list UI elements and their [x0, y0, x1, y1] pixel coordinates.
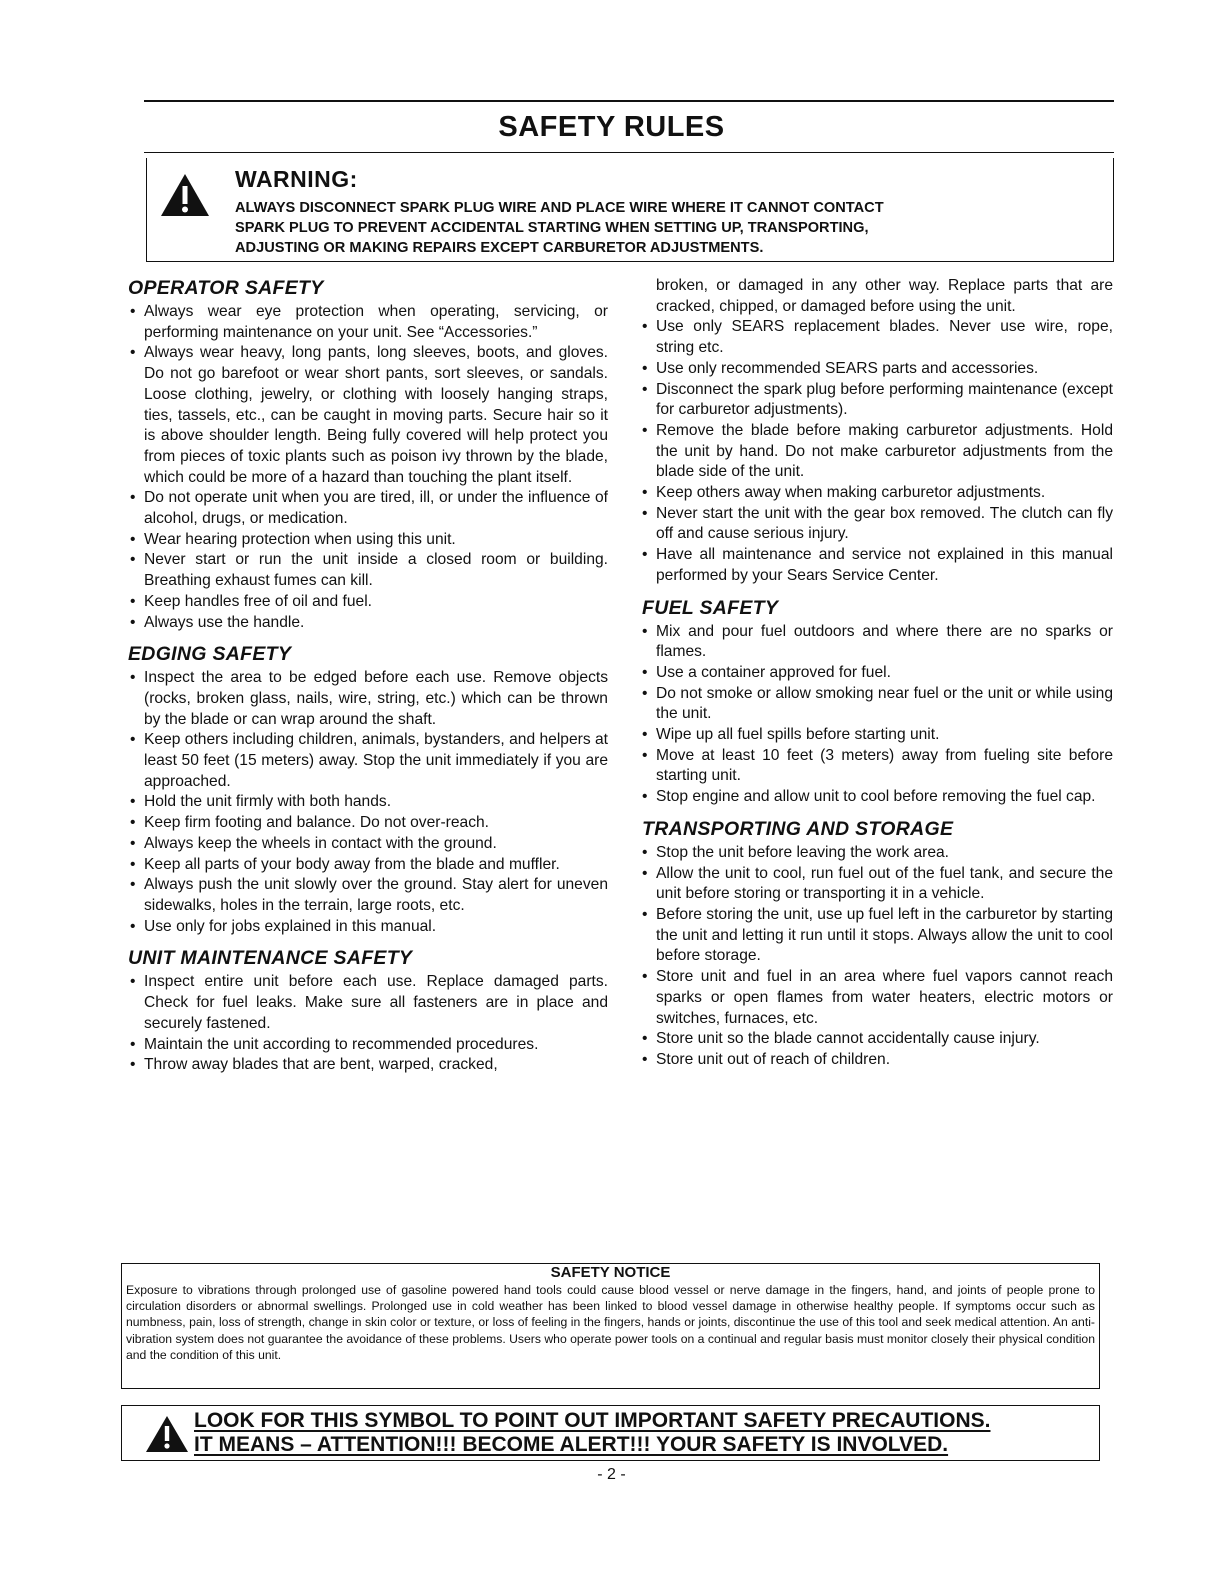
- transporting-storage-heading: TRANSPORTING AND STORAGE: [642, 817, 954, 840]
- list-item: • Do not operate unit when you are tired, ill, or under the influence of alcohol, drugs, or medication.: [128, 488, 608, 529]
- unit-maintenance-list: [128, 972, 608, 1076]
- fuel-safety-list: [640, 622, 1113, 808]
- list-item: • Store unit out of reach of children.: [640, 1050, 1113, 1071]
- unit-maintenance-list-cont: [640, 317, 1113, 586]
- list-item: • Use only for jobs explained in this manual.: [128, 917, 608, 938]
- warning-line: ADJUSTING OR MAKING REPAIRS EXCEPT CARBURETOR ADJUSTMENTS.: [235, 240, 764, 256]
- list-item: • Keep firm footing and balance. Do not over-reach.: [128, 813, 608, 834]
- list-item: • Stop engine and allow unit to cool before removing the fuel cap.: [640, 787, 1113, 808]
- list-item: • Always push the unit slowly over the ground. Stay alert for uneven sidewalks, holes in the terrain, large roots, etc.: [128, 875, 608, 916]
- page-title: SAFETY RULES: [498, 111, 725, 143]
- warning-triangle-icon: [144, 1414, 190, 1454]
- warning-line: ALWAYS DISCONNECT SPARK PLUG WIRE AND PLACE WIRE WHERE IT CANNOT CONTACT: [235, 200, 884, 216]
- list-item: • Hold the unit firmly with both hands.: [128, 792, 608, 813]
- list-item: • Always use the handle.: [128, 613, 608, 634]
- edging-safety-list: [128, 668, 608, 937]
- list-item: • Maintain the unit according to recommended procedures.: [128, 1035, 608, 1056]
- list-item: • Keep others away when making carburetor adjustments.: [640, 483, 1113, 504]
- left-column: [128, 276, 608, 1076]
- list-item: • Wipe up all fuel spills before starting unit.: [640, 725, 1113, 746]
- list-item: • Inspect the area to be edged before each use. Remove objects (rocks, broken glass, nails, wire, string, etc.) which can be thrown by the blade or can wrap around the shaft.: [128, 668, 608, 730]
- list-item: • Remove the blade before making carburetor adjustments. Hold the unit by hand. Do not make carburetor adjustments from the blade side of the unit.: [640, 421, 1113, 483]
- list-item: • Always wear eye protection when operating, servicing, or performing maintenance on your unit. See “Accessories.”: [128, 302, 608, 343]
- list-item: • Disconnect the spark plug before performing maintenance (except for carburetor adjustments).: [640, 380, 1113, 421]
- maintenance-continuation: broken, or damaged in any other way. Replace parts that are cracked, chipped, or damaged before using the unit.: [656, 277, 1113, 315]
- list-item: • Keep others including children, animals, bystanders, and helpers at least 50 feet (15 meters) away. Stop the unit immediately if you are approached.: [128, 730, 608, 792]
- safety-notice-heading: SAFETY NOTICE: [550, 1264, 671, 1281]
- warning-text: [235, 198, 1095, 258]
- list-item: • Before storing the unit, use up fuel left in the carburetor by starting the unit and letting it run until it stops. Always allow the unit to cool before storage.: [640, 905, 1113, 967]
- list-item: • Keep all parts of your body away from the blade and muffler.: [128, 855, 608, 876]
- list-item: • Store unit so the blade cannot accidentally cause injury.: [640, 1029, 1113, 1050]
- list-item: • Stop the unit before leaving the work area.: [640, 843, 1113, 864]
- title-rule: [144, 152, 1114, 153]
- symbol-notice-line: LOOK FOR THIS SYMBOL TO POINT OUT IMPORTANT SAFETY PRECAUTIONS.: [194, 1409, 991, 1432]
- page-number: - 2 -: [597, 1466, 626, 1483]
- list-item: • Allow the unit to cool, run fuel out of the fuel tank, and secure the unit before storing or transporting it in a vehicle.: [640, 864, 1113, 905]
- symbol-notice-box: [121, 1405, 1100, 1461]
- list-item: • Never start or run the unit inside a closed room or building. Breathing exhaust fumes can kill.: [128, 550, 608, 591]
- list-item: • Keep handles free of oil and fuel.: [128, 592, 608, 613]
- list-item: • Use only SEARS replacement blades. Never use wire, rope, string etc.: [640, 317, 1113, 358]
- right-column: [640, 276, 1113, 1071]
- list-item: • Move at least 10 feet (3 meters) away from fueling site before starting unit.: [640, 746, 1113, 787]
- list-item: • Always keep the wheels in contact with the ground.: [128, 834, 608, 855]
- list-item: • Always wear heavy, long pants, long sleeves, boots, and gloves. Do not go barefoot or wear short pants, sort sleeves, or sandals. Loose clothing, jewelry, or clothing with loosely hanging straps, ties, tassels, etc., can be caught in moving parts. Secure hair so it is above shoulder length. Being fully covered will help protect you from pieces of toxic plants such as poison ivy thrown by the blade, which could be more of a hazard than touching the plant itself.: [128, 343, 608, 488]
- edging-safety-heading: EDGING SAFETY: [128, 643, 292, 666]
- list-item: • Wear hearing protection when using this unit.: [128, 530, 608, 551]
- list-item: • Mix and pour fuel outdoors and where there are no sparks or flames.: [640, 622, 1113, 663]
- warning-triangle-icon: [159, 172, 211, 218]
- unit-maintenance-heading: UNIT MAINTENANCE SAFETY: [128, 947, 413, 970]
- warning-heading: WARNING:: [235, 166, 358, 192]
- operator-safety-heading: OPERATOR SAFETY: [128, 277, 324, 299]
- list-item: • Do not smoke or allow smoking near fuel or the unit or while using the unit.: [640, 684, 1113, 725]
- fuel-safety-heading: FUEL SAFETY: [642, 596, 779, 619]
- list-item: • Throw away blades that are bent, warped, cracked,: [128, 1055, 608, 1076]
- top-rule: [144, 100, 1114, 102]
- symbol-notice-line: IT MEANS – ATTENTION!!! BECOME ALERT!!! YOUR SAFETY IS INVOLVED.: [194, 1433, 949, 1456]
- list-item: • Use a container approved for fuel.: [640, 663, 1113, 684]
- transporting-storage-list: [640, 843, 1113, 1071]
- operator-safety-list: [128, 302, 608, 633]
- warning-box: [146, 158, 1114, 262]
- safety-notice-body: Exposure to vibrations through prolonged use of gasoline powered hand tools could cause blood vessel or nerve damage in the fingers, hand, and joints of people prone to circulation disorders or abnormal swellings. Prolonged use in cold weather has been linked to blood vessel damage in otherwise healthy people. If symptoms occur such as numbness, pain, loss of strength, change in skin color or texture, or loss of feeling in the fingers, hands or joints, discontinue the use of this tool and seek medical attention. An anti-vibration system does not guarantee the avoidance of these problems. Users who operate power tools on a continual and regular basis must monitor closely their physical condition and the condition of this unit.: [126, 1283, 1095, 1362]
- list-item: • Have all maintenance and service not explained in this manual performed by your Sears Service Center.: [640, 545, 1113, 586]
- list-item: • Never start the unit with the gear box removed. The clutch can fly off and cause serious injury.: [640, 504, 1113, 545]
- list-item: • Inspect entire unit before each use. Replace damaged parts. Check for fuel leaks. Make sure all fasteners are in place and securely fastened.: [128, 972, 608, 1034]
- safety-notice-box: [121, 1263, 1100, 1389]
- warning-line: SPARK PLUG TO PREVENT ACCIDENTAL STARTING WHEN SETTING UP, TRANSPORTING,: [235, 220, 869, 236]
- list-item: • Use only recommended SEARS parts and accessories.: [640, 359, 1113, 380]
- list-item: • Store unit and fuel in an area where fuel vapors cannot reach sparks or open flames from water heaters, electric motors or switches, furnaces, etc.: [640, 967, 1113, 1029]
